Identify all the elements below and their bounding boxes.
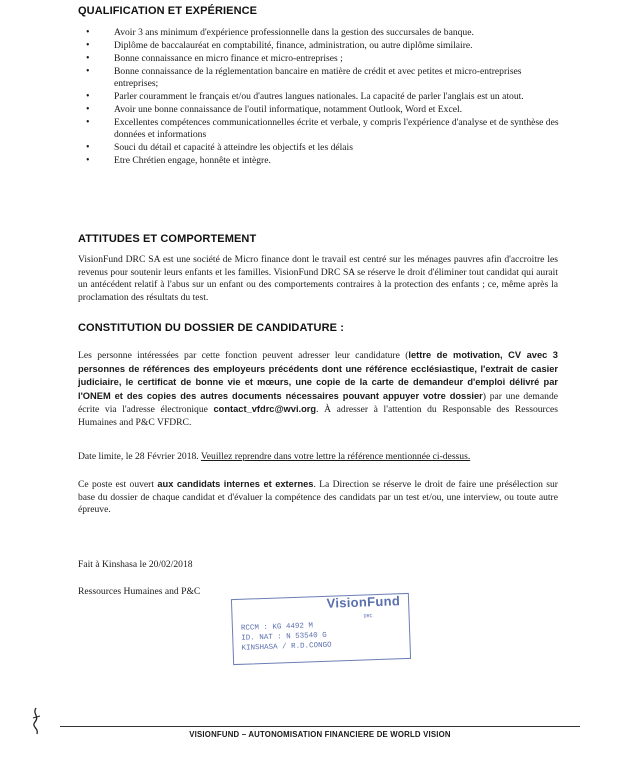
stamp-lines: RCCM : KG 4492 M ID. NAT : N 53540 G KINSHASA / R.D.CONGO — [240, 622, 332, 653]
deadline-paragraph: Date limite, le 28 Février 2018. Veuillez reprendre dans votre lettre la référence mentionnée ci-dessus. — [78, 451, 471, 462]
signatory: Ressources Humaines and P&C — [78, 586, 201, 597]
place-date: Fait à Kinshasa le 20/02/2018 — [78, 559, 193, 570]
list-item: • Bonne connaissance de la réglementation bancaire en matière de crédit et avec petites et micro-entreprises entreprises; — [86, 65, 522, 90]
bullet-icon: • — [86, 116, 90, 128]
list-item: • Avoir une bonne connaissance de l'outil informatique, notamment Outlook, Word et Excel. — [86, 103, 463, 115]
required-documents: lettre de motivation, CV avec 3 personnes de références des employeurs précédents dont une référence ecclésiastique, l'extrait de casier judiciaire, le certificat de bonne vie et mœurs, une copie de la carte de demandeur d'emploi délivré par l'ONEM et des copies des autres documents nécessaires pouvant appuyer votre dossier — [78, 350, 558, 401]
bullet-icon: • — [86, 142, 90, 154]
constitution-heading: CONSTITUTION DU DOSSIER DE CANDIDATURE : — [78, 322, 344, 334]
list-item: • Etre Chrétien engage, honnête et intègre. — [86, 155, 271, 167]
bullet-icon: • — [86, 27, 90, 38]
footer: VISIONFUND – AUTONOMISATION FINANCIERE DE WORLD VISION — [189, 730, 451, 739]
bullet-icon: • — [86, 52, 90, 64]
bullet-icon: • — [86, 39, 90, 51]
handwritten-initial-icon — [28, 706, 48, 736]
constitution-paragraph: Les personne intéressées par cette fonction peuvent adresser leur candidature (lettre de motivation, CV avec 3 personnes de références des employeurs précédents dont une référence ecclésiastique, l'extrait de casier judiciaire, le certificat de bonne vie et mœurs, une copie de la carte de demandeur d'emploi délivré par l'ONEM et des copies des autres documents nécessaires pouvant appuyer votre dossier) par une demande écrite via l'adresse électronique contact_vfdrc@wvi.org. À adresser à l'attention du Responsable des Ressources Humaines and P&C VFDRC. — [78, 350, 559, 428]
bullet-icon: • — [86, 155, 90, 167]
list-item: • Diplôme de baccalauréat en comptabilité, finance, administration, ou autre diplôme similaire. — [86, 39, 473, 51]
attitudes-paragraph: VisionFund DRC SA est une société de Micro finance dont le travail est centré sur les ménages pauvres afin d'accroitre les revenus pour soutenir leurs enfants et les familles. VisionFund DRC SA se réserve le droit d'éliminer tout candidat qui aurait un antécédent relatif à l'abus sur un enfant ou des comportements contraires à la protection des enfants ; ce, même après la proclamation des résultats du test. — [78, 254, 558, 303]
deadline-reference-note: Veuillez reprendre dans votre lettre la référence mentionnée ci-dessus. — [200, 451, 471, 462]
stamp-brand: VisionFund — [326, 593, 401, 611]
list-item: • Avoir 3 ans minimum d'expérience professionnelle dans la gestion des succursales de banque. — [86, 27, 474, 38]
qualification-list — [84, 27, 564, 168]
footer-divider — [60, 726, 580, 727]
attitudes-heading: ATTITUDES ET COMPORTEMENT — [78, 233, 257, 245]
bullet-icon: • — [86, 65, 90, 77]
contact-email: contact_vfdrc@wvi.org — [213, 404, 317, 415]
list-item: • Souci du détail et capacité à atteindre les objectifs et les délais — [86, 142, 353, 154]
qualification-heading: QUALIFICATION ET EXPÉRIENCE — [78, 5, 258, 17]
stamp-sub: DRC — [363, 613, 373, 620]
list-item: • Excellentes compétences communicationnelles écrite et verbale, y compris l'expérience d'analyse et de synthèse des données et informations — [86, 116, 559, 141]
list-item: • Bonne connaissance en micro finance et micro-entreprises ; — [86, 52, 343, 64]
list-item: • Parler couramment le français et/ou d'autres langues nationales. La capacité de parler l'anglais est un atout. — [86, 91, 524, 103]
candidates-scope: aux candidats internes et externes — [157, 479, 314, 489]
poste-paragraph: Ce poste est ouvert aux candidats internes et externes. La Direction se réserve le droit de faire une présélection sur base du dossier de chaque candidat et d'évaluer la compétence des candidats par un test et/ou, une interview, ou toute autre épreuve. — [78, 479, 558, 516]
company-stamp — [231, 593, 411, 665]
bullet-icon: • — [86, 103, 90, 115]
bullet-icon: • — [86, 91, 90, 103]
